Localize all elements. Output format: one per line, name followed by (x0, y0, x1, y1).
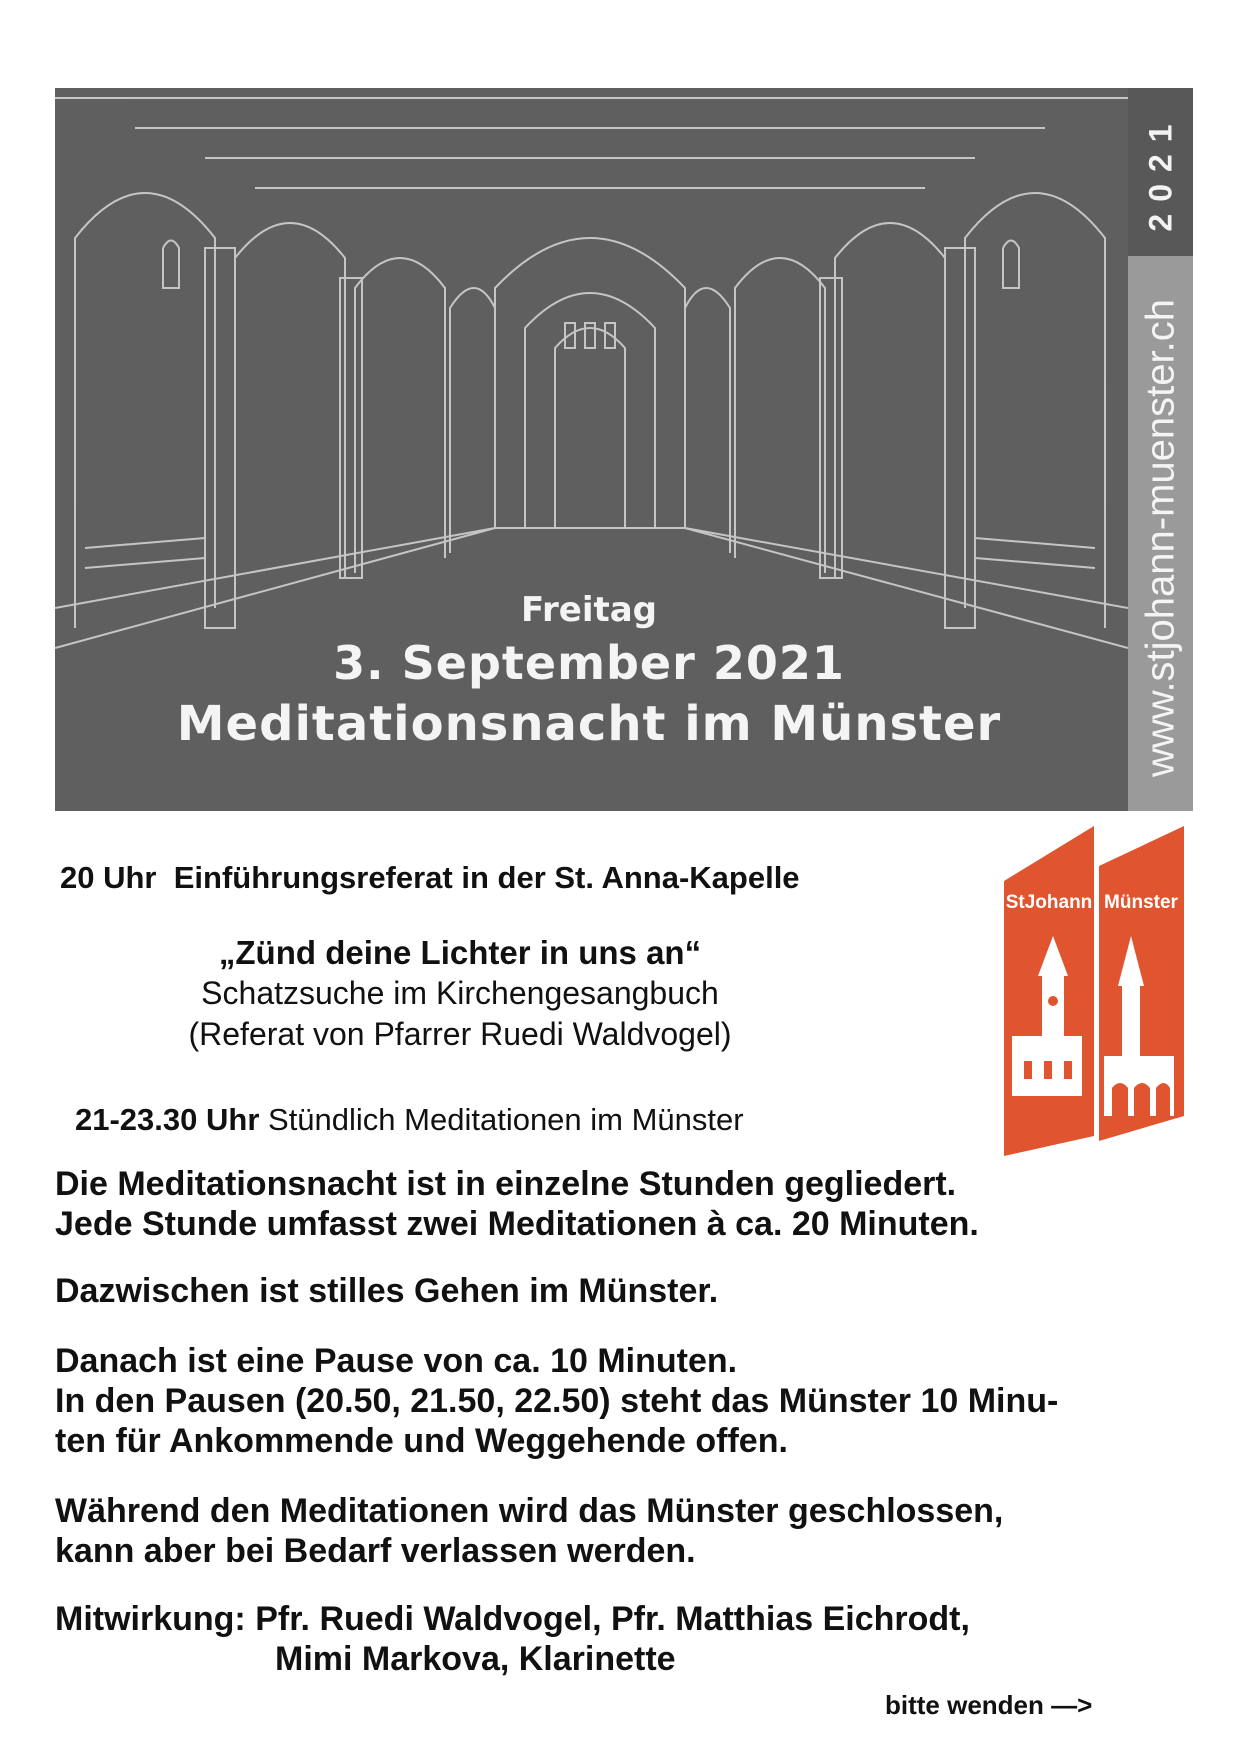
program-text-1: Einführungsreferat in der St. Anna-Kapelle (173, 860, 800, 895)
logo-left-text: StJohann (1005, 892, 1093, 913)
program-line-2 (75, 1102, 744, 1138)
logo-right-text: Münster (1104, 892, 1178, 913)
program-time-1: 20 Uhr (60, 860, 157, 895)
hero-image (55, 88, 1193, 811)
turn-page-note: bitte wenden —> (885, 1690, 1093, 1720)
lecture-title: „Zünd deine Lichter in uns an“ (218, 934, 702, 971)
program-time-2: 21-23.30 Uhr (75, 1102, 260, 1137)
body-paragraph-4b: kann aber bei Bedarf verlassen werden. (55, 1532, 696, 1570)
body-paragraph-3a: Danach ist eine Pause von ca. 10 Minuten. (55, 1342, 738, 1380)
body-paragraph-1b: Jede Stunde umfasst zwei Meditationen à ca. 20 Minuten. (55, 1205, 979, 1243)
contributors-line-2: Mimi Markova, Klarinette (275, 1640, 676, 1678)
body-paragraph-4a: Während den Meditationen wird das Münster geschlossen, (55, 1492, 1004, 1530)
lecture-subtitle: Schatzsuche im Kirchengesangbuch (201, 975, 719, 1011)
event-day: Freitag (520, 590, 658, 630)
website-link[interactable]: www.stjohann-muenster.ch (1138, 298, 1183, 778)
body-paragraph-3b: In den Pausen (20.50, 21.50, 22.50) steht das Münster 10 Minu- (55, 1382, 1059, 1420)
event-title: Meditationsnacht im Münster (176, 696, 1002, 752)
program-text-2: Stündlich Meditationen im Münster (268, 1102, 744, 1137)
contributors-line-1: Mitwirkung: Pfr. Ruedi Waldvogel, Pfr. Matthias Eichrodt, (55, 1600, 970, 1638)
event-date: 3. September 2021 (333, 636, 845, 690)
body-paragraph-2: Dazwischen ist stilles Gehen im Münster. (55, 1272, 719, 1310)
stjohann-muenster-logo (1004, 826, 1184, 1156)
body-paragraph-3c: ten für Ankommende und Weggehende offen. (55, 1422, 788, 1460)
body-paragraph-1a: Die Meditationsnacht ist in einzelne Stunden gegliedert. (55, 1165, 957, 1203)
side-year: 2021 (1142, 112, 1179, 232)
lecture-referent: (Referat von Pfarrer Ruedi Waldvogel) (188, 1016, 732, 1052)
program-line-1 (60, 860, 800, 896)
